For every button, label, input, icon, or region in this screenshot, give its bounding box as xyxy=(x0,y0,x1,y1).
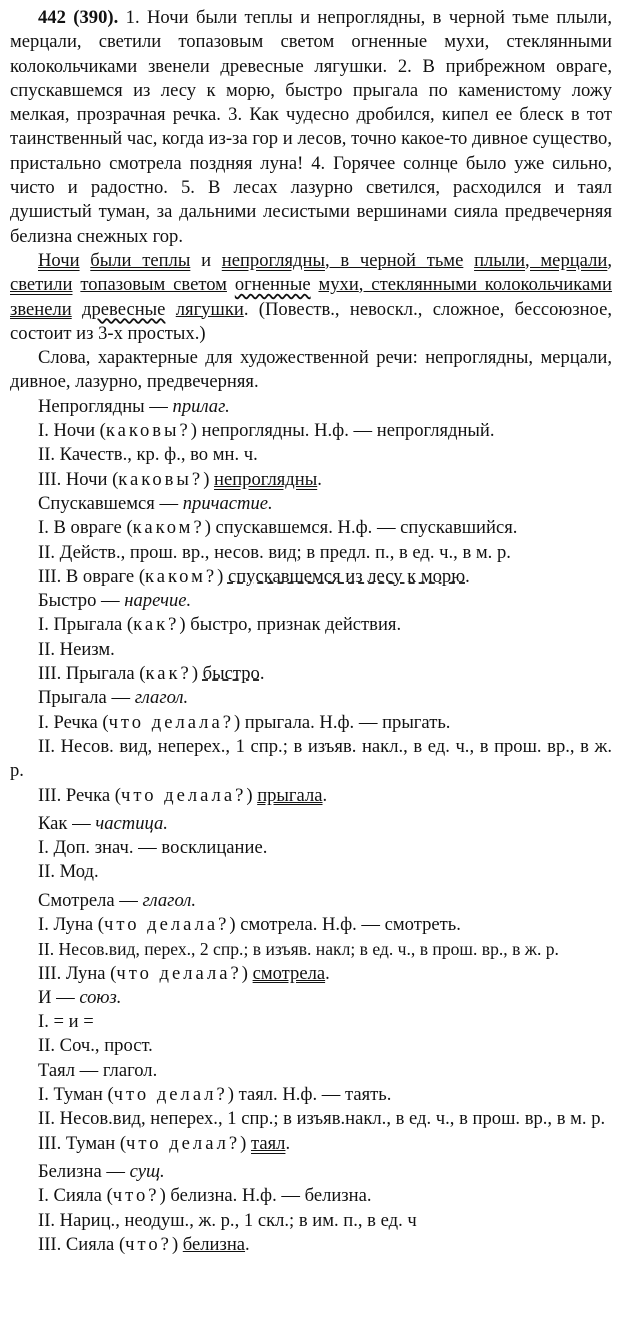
block-line-2: II. Нариц., неодуш., ж. р., 1 скл.; в им. п., в ед. ч xyxy=(38,1209,417,1231)
block-line-1: I. Луна (что делала?) смотрела. Н.ф. — смотреть. xyxy=(38,913,461,935)
block-heading: И — союз. xyxy=(38,986,122,1008)
sentence-characteristics: . (Повеств., невоскл., сложное, бессоюзное, состоит из 3-х простых.) xyxy=(10,298,612,344)
block-heading: Смотрела — глагол. xyxy=(38,889,197,911)
word-analysis-block xyxy=(10,1160,612,1257)
word-analysis-block xyxy=(10,986,612,1059)
circumstance-word: топазовым светом xyxy=(80,274,227,296)
block-line-1: I. Сияла (что?) белизна. Н.ф. — белизна. xyxy=(38,1185,372,1207)
block-line-2: II. Качеств., кр. ф., во мн. ч. xyxy=(38,444,258,466)
block-heading: Белизна — сущ. xyxy=(38,1160,165,1182)
word-analysis-block xyxy=(10,589,612,686)
word-analysis-block xyxy=(10,1059,612,1156)
block-line-3: III. Ночи (каковы?) непроглядны. xyxy=(38,468,322,490)
predicate-word: были теплы xyxy=(90,249,191,271)
block-line-2: II. Несов.вид, перех., 2 спр.; в изъяв. накл; в ед. ч., в прош. вр., в ж. р. xyxy=(38,939,559,960)
predicate-word: звенели xyxy=(10,298,72,320)
block-line-3: III. Сияла (что?) белизна. xyxy=(38,1233,250,1255)
block-heading: Быстро — наречие. xyxy=(38,590,192,612)
predicate-word: Ночи xyxy=(38,249,80,271)
exercise-text xyxy=(10,6,612,249)
block-heading: Спускавшемся — причастие. xyxy=(38,492,273,514)
block-line-1: I. Туман (что делал?) таял. Н.ф. — таять. xyxy=(38,1084,392,1106)
artistic-words: Слова, характерные для художественной речи: непроглядны, мерцали, дивное, лазурно, предвечерняя. xyxy=(10,347,612,393)
sentence-analysis xyxy=(10,249,612,346)
block-line-2: II. Неизм. xyxy=(38,638,115,660)
block-line-2: II. Мод. xyxy=(38,861,99,883)
block-line-1: I. Доп. знач. — восклицание. xyxy=(38,837,268,859)
conjunction-word: и xyxy=(201,249,212,271)
block-line-1: I. В овраге (каком?) спускавшемся. Н.ф. — спускавшийся. xyxy=(38,517,518,539)
word-analysis-block xyxy=(10,395,612,492)
word-analysis-block xyxy=(10,812,612,885)
predicate-word: , мерцали xyxy=(525,249,608,271)
block-line-3: III. Луна (что делала?) смотрела. xyxy=(38,962,330,984)
block-heading: Непроглядны — прилаг. xyxy=(38,395,230,417)
circumstance-word: , в черной тьме xyxy=(324,249,464,271)
attribute-word: огненные xyxy=(234,274,311,296)
word-analysis-block xyxy=(10,492,612,589)
block-line-3: III. В овраге (каком?) спускавшемся из лесу к морю. xyxy=(38,565,470,587)
subject-word: лягушки xyxy=(175,298,244,320)
word-analysis-block xyxy=(10,686,612,807)
predicate-word: , светили xyxy=(10,249,612,296)
block-line-2: II. Действ., прош. вр., несов. вид; в предл. п., в ед. ч., в м. р. xyxy=(38,541,511,563)
block-heading: Как — частица. xyxy=(38,812,168,834)
exercise-number: 442 (390). xyxy=(38,7,119,28)
block-line-2: II. Несов.вид, неперех., 1 спр.; в изъяв.накл., в ед. ч., в прош. вр., в м. р. xyxy=(38,1108,606,1130)
predicate-word: непроглядны xyxy=(221,249,325,271)
word-analysis-block xyxy=(10,889,612,986)
block-line-2: II. Несов. вид, неперех., 1 спр.; в изъяв. накл., в ед. ч., в прош. вр., в ж. р. xyxy=(10,735,612,782)
block-line-3: III. Речка (что делала?) прыгала. xyxy=(38,784,328,806)
exercise-sentences: 1. Ночи были теплы и непроглядны, в черной тьме плыли, мерцали, светили топазовым светом огненные мухи, стеклянными колокольчиками звенели древесные лягушки. 2. В прибрежном овраге, спускавшемся из лесу к морю, быстро прыгала по каменистому ложу мелкая, прозрачная речка. 3. Как чудесно дробился, кипел ее блеск в тот таинственный час, когда из-за гор и лесов, точно какое-то дивное существо, пристально смотрела поздняя луна! 4. Горячее солнце было уже сильно, чисто и радостно. 5. В лесах лазурно светился, расходился и таял душистый туман, за дальними лесистыми вершинами сияла предвечерняя белизна снежных гор. xyxy=(10,7,612,247)
predicate-word: плыли xyxy=(474,249,526,271)
block-line-1: I. = и = xyxy=(38,1011,94,1033)
block-line-3: III. Туман (что делал?) таял. xyxy=(38,1132,291,1154)
block-line-3: III. Прыгала (как?) быстро. xyxy=(38,663,265,685)
block-line-1: I. Прыгала (как?) быстро, признак действия. xyxy=(38,614,402,636)
block-heading: Таял — глагол. xyxy=(38,1059,158,1081)
block-line-1: I. Ночи (каковы?) непроглядны. Н.ф. — непроглядный. xyxy=(38,420,495,442)
block-line-2: II. Соч., прост. xyxy=(38,1035,153,1057)
block-heading: Прыгала — глагол. xyxy=(38,687,189,709)
circumstance-word: , стеклянными колокольчиками xyxy=(358,274,613,296)
attribute-word: древесные xyxy=(82,298,166,320)
subject-word: мухи xyxy=(318,274,359,296)
block-line-1: I. Речка (что делала?) прыгала. Н.ф. — прыгать. xyxy=(38,711,451,733)
